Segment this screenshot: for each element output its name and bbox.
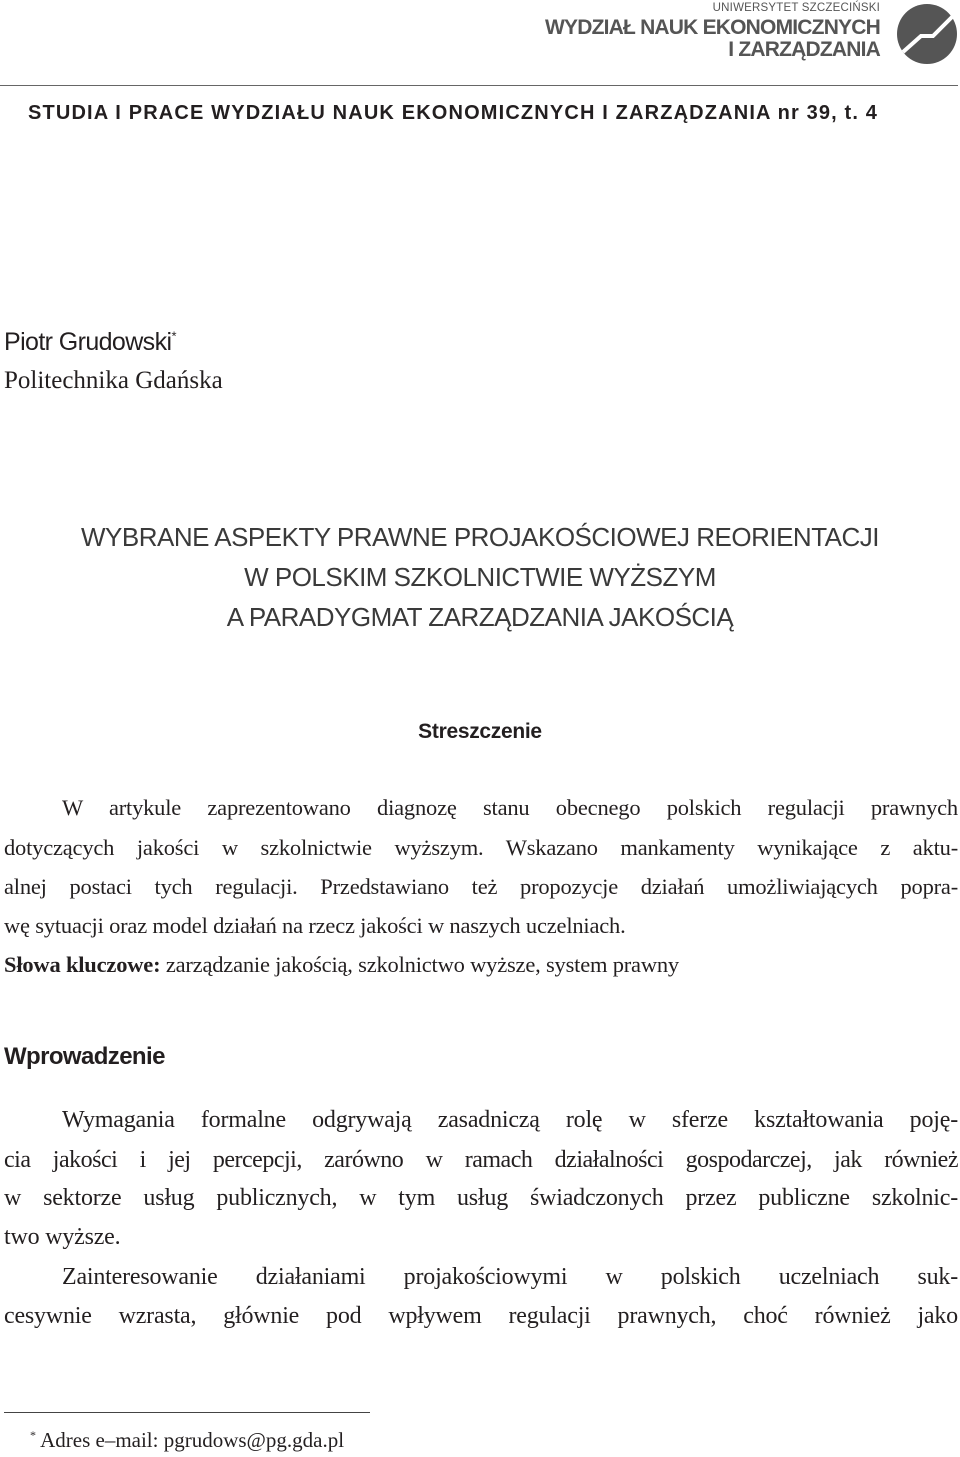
footnote-text: Adres e–mail: pgrudows@pg.gda.pl (40, 1428, 345, 1452)
footnote-mark: * (30, 1428, 36, 1442)
abstract-heading: Streszczenie (418, 720, 542, 743)
intro-line: Zainteresowanie działaniami projakościowymi w polskich uczelniach suk- (62, 1264, 958, 1290)
intro-line: cesywnie wzrasta, głównie pod wpływem regulacji prawnych, choć również jako (4, 1303, 958, 1329)
logo-faculty-line2: I ZARZĄDZANIA (728, 38, 880, 61)
title-line-2: W POLSKIM SZKOLNICTWIE WYŻSZYM (244, 562, 716, 592)
intro-line: cia jakości i jej percepcji, zarówno w ramach działalności gospodarczej, jak również (4, 1147, 958, 1173)
header-rule (0, 85, 958, 86)
abstract-line: alnej postaci tych regulacji. Przedstawiano też propozycje działań umożliwiających popra- (4, 874, 958, 899)
logo-university: UNIWERSYTET SZCZECIŃSKI (712, 2, 880, 14)
faculty-logo (545, 2, 880, 61)
author-affiliation: Politechnika Gdańska (4, 367, 223, 394)
intro-line: two wyższe. (4, 1224, 121, 1250)
logo-faculty-line1: WYDZIAŁ NAUK EKONOMICZNYCH (544, 16, 880, 39)
abstract-line: W artykule zaprezentowano diagnozę stanu obecnego polskich regulacji prawnych (62, 795, 958, 820)
abstract-line: wę sytuacji oraz model działań na rzecz jakości w naszych uczelniach. (4, 913, 626, 938)
title-line-1: WYBRANE ASPEKTY PRAWNE PROJAKOŚCIOWEJ REORIENTACJI (81, 522, 879, 552)
abstract-line: dotyczących jakości w szkolnictwie wyższym. Wskazano mankamenty wynikające z aktu- (4, 835, 958, 860)
intro-heading: Wprowadzenie (4, 1043, 165, 1070)
footnote (30, 1428, 344, 1453)
author-name-text: Piotr Grudowski (4, 328, 172, 356)
footnote-rule (4, 1412, 370, 1413)
title-line-3: A PARADYGMAT ZARZĄDZANIA JAKOŚCIĄ (226, 602, 734, 632)
logo-emblem-icon (895, 2, 959, 66)
intro-line: w sektorze usług publicznych, w tym usług świadczonych przez publiczne szkolnic- (4, 1185, 958, 1211)
keywords-label: Słowa kluczowe: (4, 952, 161, 977)
journal-header: STUDIA I PRACE WYDZIAŁU NAUK EKONOMICZNYCH I ZARZĄDZANIA nr 39, t. 4 (28, 102, 879, 124)
keywords-text: zarządzanie jakością, szkolnictwo wyższe, system prawny (165, 952, 679, 977)
keywords (4, 951, 958, 979)
intro-line: Wymagania formalne odgrywają zasadniczą rolę w sferze kształtowania poję- (62, 1107, 958, 1133)
author-footnote-mark: * (171, 328, 176, 344)
author-name (4, 328, 176, 357)
